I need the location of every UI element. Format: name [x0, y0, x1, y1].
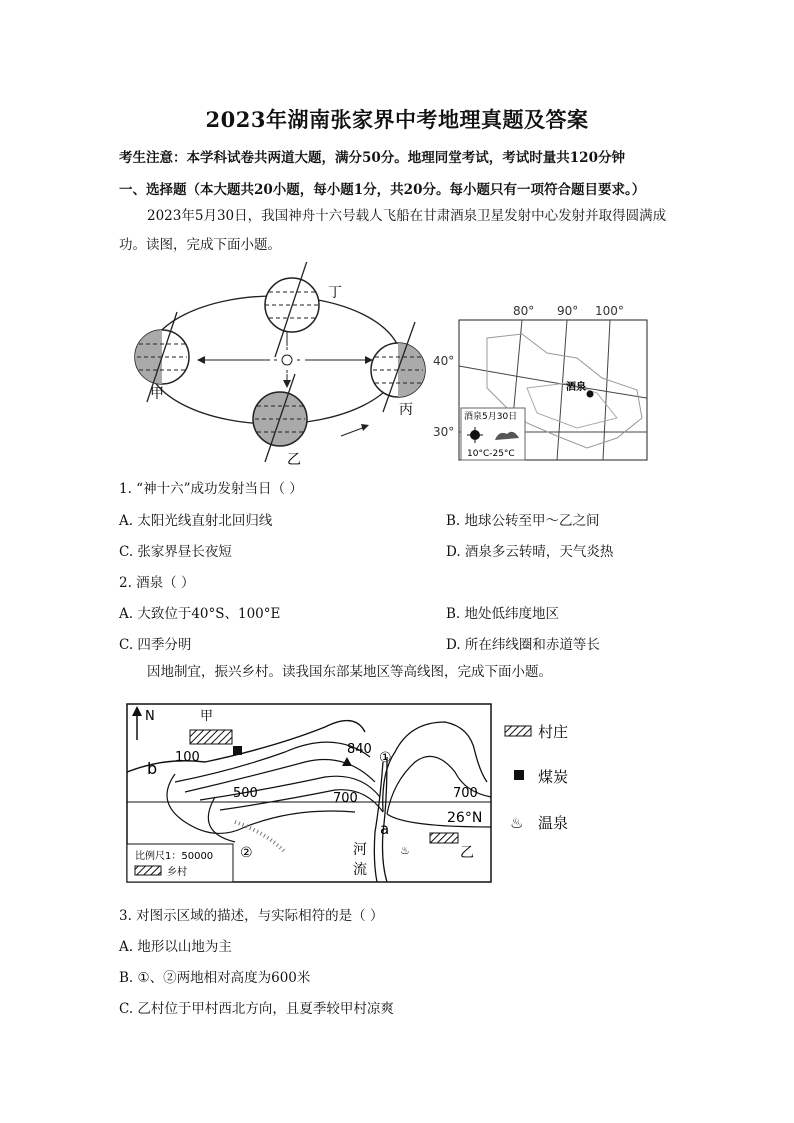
q1-stem: 1. “神十六”成功发射当日（ ） — [119, 481, 303, 497]
weather-temp: 10°C-25°C — [467, 449, 515, 459]
legend-hot-spring: 温泉 — [538, 814, 569, 832]
label-bing: 丙 — [399, 402, 413, 418]
legend-coal-icon — [514, 770, 524, 780]
contour-700-a: 700 — [333, 791, 358, 806]
point-a-label: a — [380, 820, 390, 838]
river-label-2: 流 — [353, 862, 367, 878]
q3-option-c[interactable]: C. 乙村位于甲村西北方向，且夏季较甲村凉爽 — [119, 1001, 394, 1017]
lon-90: 90° — [557, 304, 579, 318]
q3-option-a[interactable]: A. 地形以山地为主 — [119, 939, 232, 955]
earth-ding — [265, 262, 319, 357]
city-label: 酒泉 — [566, 382, 586, 393]
label-yi: 乙 — [287, 452, 301, 468]
q1-option-a[interactable]: A. 太阳光线直射北回归线 — [119, 513, 273, 529]
label-ding: 丁 — [328, 285, 342, 301]
lon-80: 80° — [513, 304, 535, 318]
section-heading: 一、选择题（本大题共20小题，每小题1分，共20分。每小题只有一项符合题目要求。） — [119, 182, 646, 198]
peak-label: 840 — [347, 742, 372, 757]
legend-coal: 煤炭 — [538, 768, 569, 786]
contour-100: 100 — [175, 750, 200, 765]
earth-bing — [371, 322, 425, 412]
point-b-label: b — [147, 759, 158, 778]
lat-40: 40° — [433, 354, 455, 368]
lat-30: 30° — [433, 425, 455, 439]
jiuquan-map — [427, 298, 652, 463]
q3-option-b[interactable]: B. ①、②两地相对高度为600米 — [119, 970, 311, 986]
contour-700-b: 700 — [453, 786, 478, 801]
contour-map — [125, 702, 595, 885]
legend-village-icon — [505, 726, 531, 736]
legend-village: 村庄 — [538, 723, 569, 741]
q1-option-b[interactable]: B. 地球公转至甲～乙之间 — [446, 513, 600, 529]
q1-option-d[interactable]: D. 酒泉多云转晴，天气炎热 — [446, 544, 614, 560]
label-jia: 甲 — [150, 386, 164, 402]
intro-paragraph-2: 因地制宜，振兴乡村。读我国东部某地区等高线图，完成下面小题。 — [147, 664, 552, 680]
intro-paragraph-1: 2023年5月30日，我国神舟十六号载人飞船在甘肃酒泉卫星发射中心发射并取得圆满成功。读图，完成下面小题。 — [119, 208, 667, 253]
lon-100: 100° — [595, 304, 624, 318]
q2-option-b[interactable]: B. 地处低纬度地区 — [446, 606, 560, 622]
earth-yi — [253, 374, 307, 462]
village-jia — [190, 730, 232, 744]
contour-500: 500 — [233, 786, 258, 801]
q2-option-c[interactable]: C. 四季分明 — [119, 637, 192, 653]
river-label-1: 河 — [353, 842, 367, 858]
village-yi — [430, 833, 458, 843]
lat-label: 26°N — [447, 810, 483, 826]
q3-stem: 3. 对图示区域的描述，与实际相符的是（ ） — [119, 908, 384, 924]
orbit-diagram — [125, 262, 440, 470]
page-title: 2023年湖南张家界中考地理真题及答案 — [205, 107, 589, 132]
q2-stem: 2. 酒泉（ ） — [119, 575, 195, 591]
sun-icon — [274, 347, 300, 373]
weather-title: 酒泉5月30日 — [464, 412, 518, 422]
legend-hot-spring-icon: ♨ — [510, 814, 524, 832]
scale-label: 比例尺1：50000 — [135, 851, 214, 862]
village-jia-label: 甲 — [200, 709, 214, 724]
small-legend-label: 乡村 — [167, 867, 187, 878]
village-yi-label: 乙 — [460, 845, 474, 861]
q2-option-d[interactable]: D. 所在纬线圈和赤道等长 — [446, 637, 600, 653]
north-label: N — [145, 709, 155, 724]
hot-spring-icon: ♨ — [400, 844, 410, 857]
point-2-label: ② — [240, 845, 253, 861]
point-1-label: ① — [379, 750, 392, 766]
q1-option-c[interactable]: C. 张家界昼长夜短 — [119, 544, 232, 560]
q2-option-a[interactable]: A. 大致位于40°S、100°E — [119, 606, 281, 622]
exam-notice: 考生注意：本学科试卷共两道大题，满分50分。地理同堂考试，考试时量共120分钟 — [119, 150, 625, 166]
